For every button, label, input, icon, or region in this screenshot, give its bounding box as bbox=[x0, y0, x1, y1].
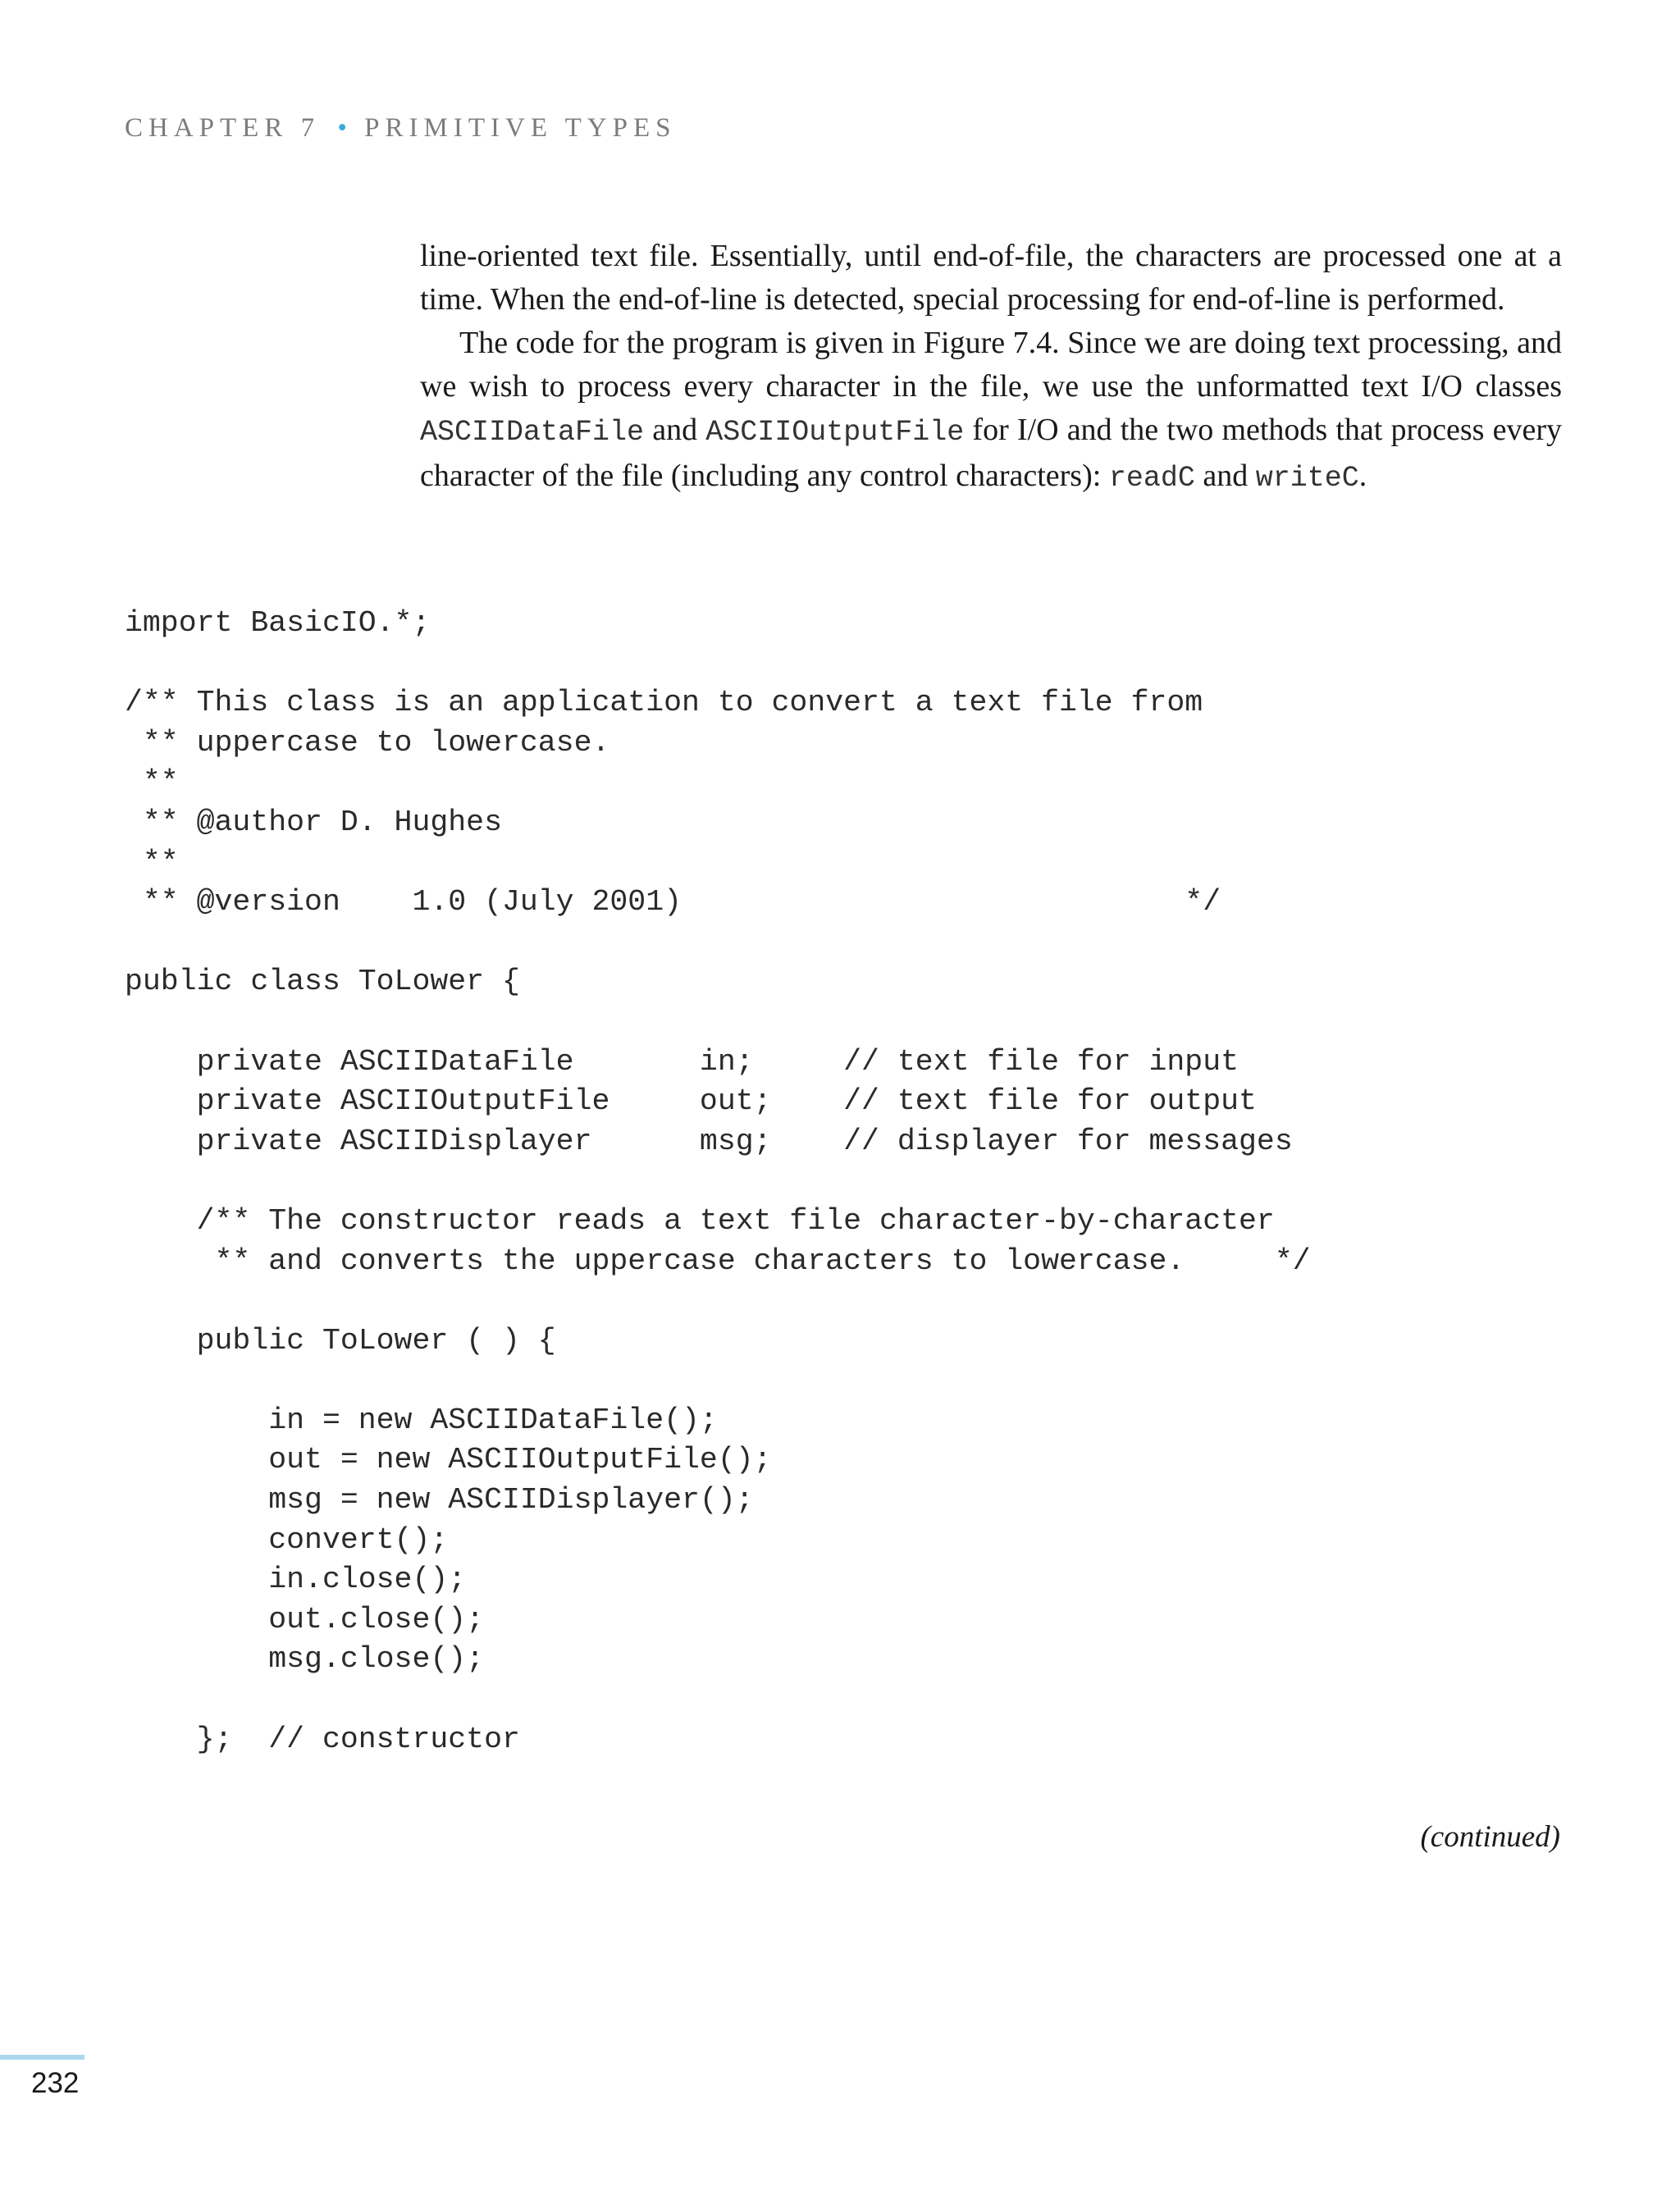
paragraph-2-text-5: . bbox=[1358, 459, 1367, 493]
running-head-chapter: CHAPTER 7 bbox=[125, 113, 321, 143]
paragraph-2-text-4: and bbox=[1194, 459, 1256, 493]
continued-label: (continued) bbox=[1420, 1820, 1560, 1854]
paragraph-2-text-3: for I/O and the two methods that process every character of the file (including any control characters): bbox=[420, 413, 1562, 493]
inline-code-writec: writeC bbox=[1255, 462, 1359, 495]
code-listing: import BasicIO.*; /** This class is an application to convert a text file from ** uppercase to lowercase. ** ** @author D. Hughes ** ** @version 1.0 (July 2001) */ public class ToLower { private ASCIIDataFile in; // text file for input private ASCIIOutputFile out; // text file for output private ASCIIDisplayer msg; // displayer for messages /** The constructor reads a text file character-by-character ** and converts the uppercase characters to lowercase. */ public ToLower ( ) { in = new ASCIIDataFile(); out = new ASCIIOutputFile(); msg = new ASCIIDisplayer(); convert(); in.close(); out.close(); msg.close(); }; // constructor bbox=[125, 606, 1311, 1756]
page-number: 232 bbox=[31, 2067, 80, 2099]
running-head-bullet: • bbox=[337, 113, 347, 143]
inline-code-ascii-output-file: ASCIIOutputFile bbox=[705, 416, 965, 449]
inline-code-ascii-data-file: ASCIIDataFile bbox=[420, 416, 645, 449]
running-head bbox=[125, 113, 677, 144]
paragraph-1: line-oriented text file. Essentially, until end-of-file, the characters are processed one at a time. When the end-of-line is detected, special processing for end-of-line is performed. bbox=[420, 239, 1562, 317]
paragraph-2-text-1: The code for the program is given in Figure 7.4. Since we are doing text processing, and we wish to process every character in the file, we use the unformatted text I/O classes bbox=[420, 326, 1562, 404]
paragraph-2-text-2: and bbox=[644, 413, 706, 447]
page-number-rule bbox=[0, 2055, 84, 2060]
paragraph-2 bbox=[420, 322, 1562, 500]
running-head-title: PRIMITIVE TYPES bbox=[364, 113, 677, 143]
inline-code-readc: readC bbox=[1108, 462, 1195, 495]
body-text bbox=[420, 235, 1562, 500]
